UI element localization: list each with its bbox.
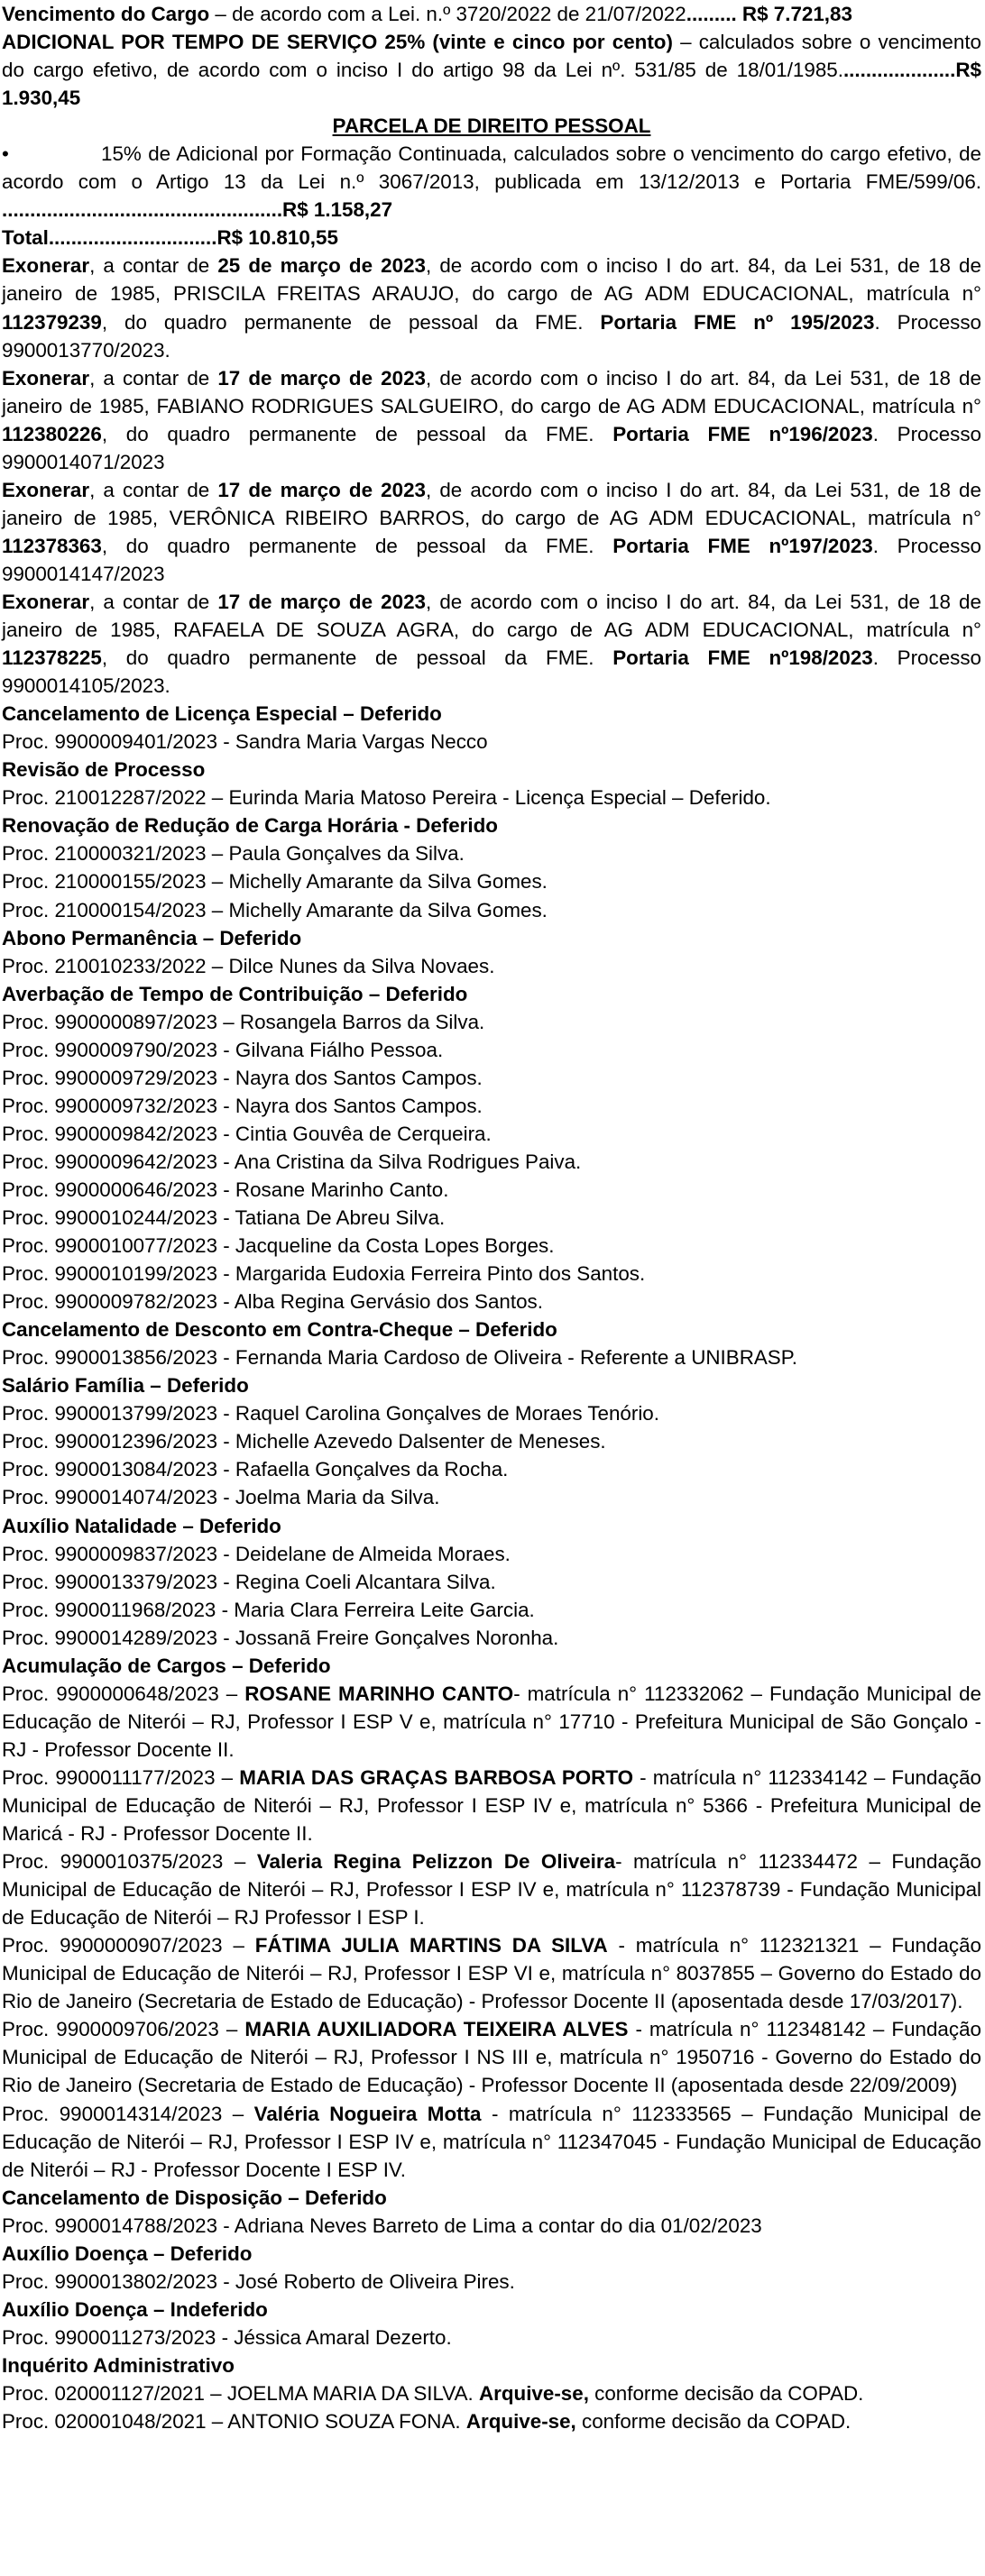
acumulacao-item [2, 1931, 981, 2015]
process-line: Proc. 9900009837/2023 - Deidelane de Almeida Moraes. [2, 1542, 511, 1565]
inquerito-proc: Proc. 020001127/2021 – JOELMA MARIA DA SILVA. [2, 2381, 479, 2405]
section-title: Auxílio Doença – Deferido [2, 2241, 253, 2265]
acumulacao-item [2, 1847, 981, 1931]
process-line: Proc. 9900009790/2023 - Gilvana Fiálho Pessoa. [2, 1038, 444, 1061]
acumulacao-block [2, 1652, 981, 2184]
section-title: Salário Família – Deferido [2, 1374, 249, 1398]
process-line: Proc. 9900013856/2023 - Fernanda Maria Cardoso de Oliveira - Referente a UNIBRASP. [2, 1346, 798, 1370]
exoneracao-text: , de acordo com o inciso I do art. 84, da Lei 531, de 18 de janeiro de 1985, VERÔNICA RIBEIRO BARROS [2, 478, 981, 529]
vencimento-text: – de acordo com a Lei. n.º 3720/2022 de 21/07/2022 [209, 3, 686, 25]
process-line: Proc. 9900011968/2023 - Maria Clara Ferreira Leite Garcia. [2, 1598, 535, 1621]
total-value: ..............................R$ 10.810,55 [48, 226, 338, 250]
acumulacao-proc: Proc. 9900009706/2023 – [2, 2018, 245, 2041]
process-line: Proc. 9900012396/2023 - Michelle Azevedo Dalsenter de Meneses. [2, 1430, 606, 1453]
exoneracao-date: 17 de março de 2023 [217, 366, 426, 390]
process-line: Proc. 9900010077/2023 - Jacqueline da Costa Lopes Borges. [2, 1234, 555, 1258]
process-line: Proc. 9900000646/2023 - Rosane Marinho Canto. [2, 1178, 449, 1201]
vencimento-value: ......... R$ 7.721,83 [686, 3, 852, 25]
exoneracoes-block [2, 252, 981, 700]
inquerito-detail: conforme decisão da COPAD. [588, 2381, 864, 2405]
inquerito-decision: Arquive-se, [465, 2410, 576, 2434]
acumulacao-name: Valéria Nogueira Motta [253, 2102, 482, 2125]
exoneracao-text: . Processo 9900013770/2023. [2, 310, 981, 362]
section-title: Cancelamento de Disposição – Deferido [2, 2186, 387, 2209]
exoneracao-text: , do quadro permanente de pessoal da FME. [101, 422, 613, 445]
exoneracao-text: , a contar de [89, 366, 218, 390]
exoneracao-portaria: Portaria FME nº197/2023 [612, 534, 873, 557]
process-line: Proc. 210012287/2022 – Eurinda Maria Matoso Pereira - Licença Especial – Deferido. [2, 786, 771, 810]
exonerar-verb: Exonerar [2, 590, 90, 613]
process-line: Proc. 9900014289/2023 - Jossanã Freire Gonçalves Noronha. [2, 1626, 559, 1649]
process-line: Proc. 210010233/2022 – Dilce Nunes da Silva Novaes. [2, 954, 495, 977]
exoneracao-text: , a contar de [89, 478, 218, 501]
acumulacao-name: Valeria Regina Pelizzon De Oliveira [256, 1850, 616, 1874]
exoneracao-paragraph [2, 252, 981, 363]
section-title: Auxílio Natalidade – Deferido [2, 1514, 281, 1537]
process-line: Proc. 9900013379/2023 - Regina Coeli Alcantara Silva. [2, 1570, 496, 1593]
exoneracao-text: , do quadro permanente de pessoal da FME. [101, 310, 601, 334]
exoneracao-portaria: Portaria FME nº196/2023 [612, 422, 873, 445]
exoneracao-matricula: 112378225 [2, 646, 102, 670]
section-title: Cancelamento de Desconto em Contra-Cheque – Deferido [2, 1318, 557, 1342]
section-title: Cancelamento de Licença Especial – Deferido [2, 702, 442, 726]
acumulacao-proc: Proc. 9900000648/2023 – [2, 1682, 245, 1705]
inquerito-item [2, 2379, 981, 2407]
process-line: Proc. 9900009782/2023 - Alba Regina Gervásio dos Santos. [2, 1290, 543, 1314]
acumulacao-detail: - matrícula n° 112321321 – Fundação Municipal de Educação de Niterói – RJ, Professor I ESP VI e, matrícula n° 8037855 – Governo do Estado do Rio de Janeiro (Secretaria de Estado de Educação) - Professor Docente II (aposentada desde 17/03/2017). [2, 1934, 982, 2013]
exoneracao-portaria: Portaria FME nº198/2023 [612, 646, 873, 670]
exoneracao-text: , de acordo com o inciso I do art. 84, da Lei 531, de 18 de janeiro de 1985, RAFAELA DE SOUZA AGRA [2, 590, 981, 642]
exoneracao-text: , do cargo de AG ADM EDUCACIONAL, matrícula n° [464, 506, 981, 529]
exoneracao-paragraph [2, 588, 981, 700]
acumulacao-detail: - matrícula n° 112334472 – Fundação Municipal de Educação de Niterói – RJ, Professor I ESP IV e, matrícula n° 112378739 - Fundação Municipal de Educação de Niterói – RJ Professor I ESP I. [2, 1850, 982, 1930]
exoneracao-text: , do quadro permanente de pessoal da FME. [101, 646, 613, 670]
process-line: Proc. 9900009842/2023 - Cintia Gouvêa de Cerqueira. [2, 1122, 492, 1145]
acumulacao-item [2, 2100, 981, 2184]
process-line: Proc. 9900009732/2023 - Nayra dos Santos Campos. [2, 1094, 483, 1117]
process-line: Proc. 9900011273/2023 - Jéssica Amaral Dezerto. [2, 2325, 452, 2349]
exoneracao-date: 17 de março de 2023 [217, 478, 426, 501]
section-title: Renovação de Redução de Carga Horária - Deferido [2, 814, 498, 838]
process-line: Proc. 9900010199/2023 - Margarida Eudoxia Ferreira Pinto dos Santos. [2, 1262, 646, 1286]
process-line: Proc. 9900013799/2023 - Raquel Carolina Gonçalves de Moraes Tenório. [2, 1402, 659, 1426]
inquerito-decision: Arquive-se, [478, 2381, 589, 2405]
process-line: Proc. 9900009729/2023 - Nayra dos Santos Campos. [2, 1066, 483, 1089]
acumulacao-item [2, 1680, 981, 1764]
acumulacao-name: MARIA AUXILIADORA TEIXEIRA ALVES [244, 2018, 629, 2041]
process-line: Proc. 210000154/2023 – Michelly Amarante da Silva Gomes. [2, 898, 548, 921]
exoneracao-text: , de acordo com o inciso I do art. 84, da Lei 531, de 18 de janeiro de 1985, FABIANO RODRIGUES SALGUEIRO [2, 366, 981, 417]
exoneracao-text: . Processo 9900014105/2023. [2, 646, 981, 698]
exoneracao-matricula: 112379239 [2, 310, 102, 334]
acumulacao-detail: - matrícula n° 112333565 – Fundação Municipal de Educação de Niterói – RJ, Professor I ESP IV e, matrícula n° 112347045 - Fundação Municipal de Educação de Niterói – RJ - Professor Docente I ESP IV. [2, 2102, 982, 2181]
sections-block-1 [2, 700, 981, 1652]
inquerito-block [2, 2351, 981, 2435]
section-title: Abono Permanência – Deferido [2, 926, 302, 949]
total-label: Total [2, 226, 49, 250]
exoneracao-text: . Processo 9900014071/2023 [2, 422, 981, 473]
exoneracao-text: , do cargo de AG ADM EDUCACIONAL, matrícula n° [454, 282, 982, 306]
process-line: Proc. 9900000897/2023 – Rosangela Barros da Silva. [2, 1010, 485, 1033]
adicional-text: – calculados sobre o vencimento do cargo efetivo, de acordo com o inciso I do artigo 98 da Lei nº. 531/85 de 18/01/1985. [2, 31, 981, 82]
inquerito-proc: Proc. 020001048/2021 – ANTONIO SOUZA FONA. [2, 2410, 466, 2434]
inquerito-detail: conforme decisão da COPAD. [575, 2410, 852, 2434]
acumulacao-name: MARIA DAS GRAÇAS BARBOSA PORTO [239, 1765, 634, 1789]
exonerar-verb: Exonerar [2, 254, 90, 278]
acumulacao-detail: - matrícula n° 112332062 – Fundação Municipal de Educação de Niterói – RJ, Professor I ESP V e, matrícula n° 17710 - Prefeitura Municipal de São Gonçalo - RJ - Professor Docente II. [2, 1682, 982, 1761]
process-line: Proc. 210000321/2023 – Paula Gonçalves da Silva. [2, 842, 465, 866]
acumulacao-item [2, 2015, 981, 2099]
sections-block-2 [2, 2184, 981, 2351]
adicional-value: ....................R$ 1.930,45 [2, 59, 981, 110]
section-title: Auxílio Doença – Indeferido [2, 2297, 268, 2321]
section-title: Revisão de Processo [2, 758, 206, 782]
exonerar-verb: Exonerar [2, 366, 90, 390]
exoneracao-text: , de acordo com o inciso I do art. 84, da Lei 531, de 18 de janeiro de 1985, PRISCILA FREITAS ARAUJO [2, 254, 981, 306]
exoneracao-date: 17 de março de 2023 [217, 590, 426, 613]
adicional-paragraph [2, 28, 981, 112]
process-line: Proc. 210000155/2023 – Michelly Amarante da Silva Gomes. [2, 870, 548, 894]
parcela-heading [2, 112, 981, 140]
acumulacao-proc: Proc. 9900011177/2023 – [2, 1765, 240, 1789]
parcela-title: PARCELA DE DIREITO PESSOAL [332, 115, 651, 138]
process-line: Proc. 9900014788/2023 - Adriana Neves Barreto de Lima a contar do dia 01/02/2023 [2, 2214, 762, 2237]
section-title: Averbação de Tempo de Contribuição – Deferido [2, 982, 468, 1005]
acumulacao-name: FÁTIMA JULIA MARTINS DA SILVA [254, 1934, 608, 1957]
process-line: Proc. 9900013084/2023 - Rafaella Gonçalves da Rocha. [2, 1458, 509, 1481]
inquerito-item [2, 2407, 981, 2435]
acumulacao-detail: - matrícula n° 112348142 – Fundação Municipal de Educação de Niterói – RJ, Professor I NS III e, matrícula n° 1950716 - Governo do Estado do Rio de Janeiro (Secretaria de Estado de Educação) - Professor Docente II (aposentada desde 22/09/2009) [2, 2018, 981, 2097]
bullet-dot-icon: • [2, 142, 9, 166]
acumulacao-detail: - matrícula n° 112334142 – Fundação Municipal de Educação de Niterói – RJ, Professor I ESP IV e, matrícula n° 5366 - Prefeitura Municipal de Maricá - RJ - Professor Docente II. [2, 1765, 981, 1846]
acumulacao-proc: Proc. 9900010375/2023 – [2, 1850, 257, 1874]
process-line: Proc. 9900010244/2023 - Tatiana De Abreu Silva. [2, 1206, 446, 1230]
exoneracao-text: , do cargo de AG ADM EDUCACIONAL, matrícula n° [453, 619, 982, 642]
exonerar-verb: Exonerar [2, 478, 90, 501]
vencimento-paragraph [2, 0, 981, 28]
acumulacao-name: ROSANE MARINHO CANTO [244, 1682, 514, 1705]
exoneracao-text: , a contar de [89, 590, 218, 613]
acumulacao-proc: Proc. 9900014314/2023 – [2, 2102, 254, 2125]
formacao-bullet [2, 140, 981, 224]
exoneracao-text: , do cargo de AG ADM EDUCACIONAL, matrícula n° [498, 394, 982, 417]
process-line: Proc. 9900009642/2023 - Ana Cristina da Silva Rodrigues Paiva. [2, 1150, 582, 1173]
exoneracao-paragraph [2, 476, 981, 588]
formacao-text: 15% de Adicional por Formação Continuada, calculados sobre o vencimento do cargo efetivo, de acordo com o Artigo 13 da Lei n.º 3067/2013, publicada em 13/12/2013 e Portaria FME/599/06. [2, 142, 981, 194]
total-line [2, 224, 981, 252]
formacao-value: ..................................................R$ 1.158,27 [2, 198, 393, 222]
section-title: Acumulação de Cargos – Deferido [2, 1654, 331, 1677]
vencimento-label: Vencimento do Cargo [2, 3, 210, 25]
process-line: Proc. 9900013802/2023 - José Roberto de Oliveira Pires. [2, 2269, 515, 2293]
exoneracao-portaria: Portaria FME nº 195/2023 [600, 310, 875, 334]
process-line: Proc. 9900014074/2023 - Joelma Maria da Silva. [2, 1486, 440, 1509]
exoneracao-paragraph [2, 364, 981, 476]
exoneracao-text: . Processo 9900014147/2023 [2, 534, 981, 585]
exoneracao-date: 25 de março de 2023 [217, 254, 426, 278]
adicional-label: ADICIONAL POR TEMPO DE SERVIÇO 25% (vinte e cinco por cento) [2, 31, 673, 54]
exoneracao-text: , a contar de [89, 254, 218, 278]
exoneracao-text: , do quadro permanente de pessoal da FME. [101, 534, 613, 557]
section-title: Inquérito Administrativo [2, 2353, 235, 2377]
exoneracao-matricula: 112380226 [2, 422, 102, 445]
process-line: Proc. 9900009401/2023 - Sandra Maria Vargas Necco [2, 730, 488, 754]
acumulacao-item [2, 1764, 981, 1847]
exoneracao-matricula: 112378363 [2, 534, 102, 557]
acumulacao-proc: Proc. 9900000907/2023 – [2, 1934, 255, 1957]
